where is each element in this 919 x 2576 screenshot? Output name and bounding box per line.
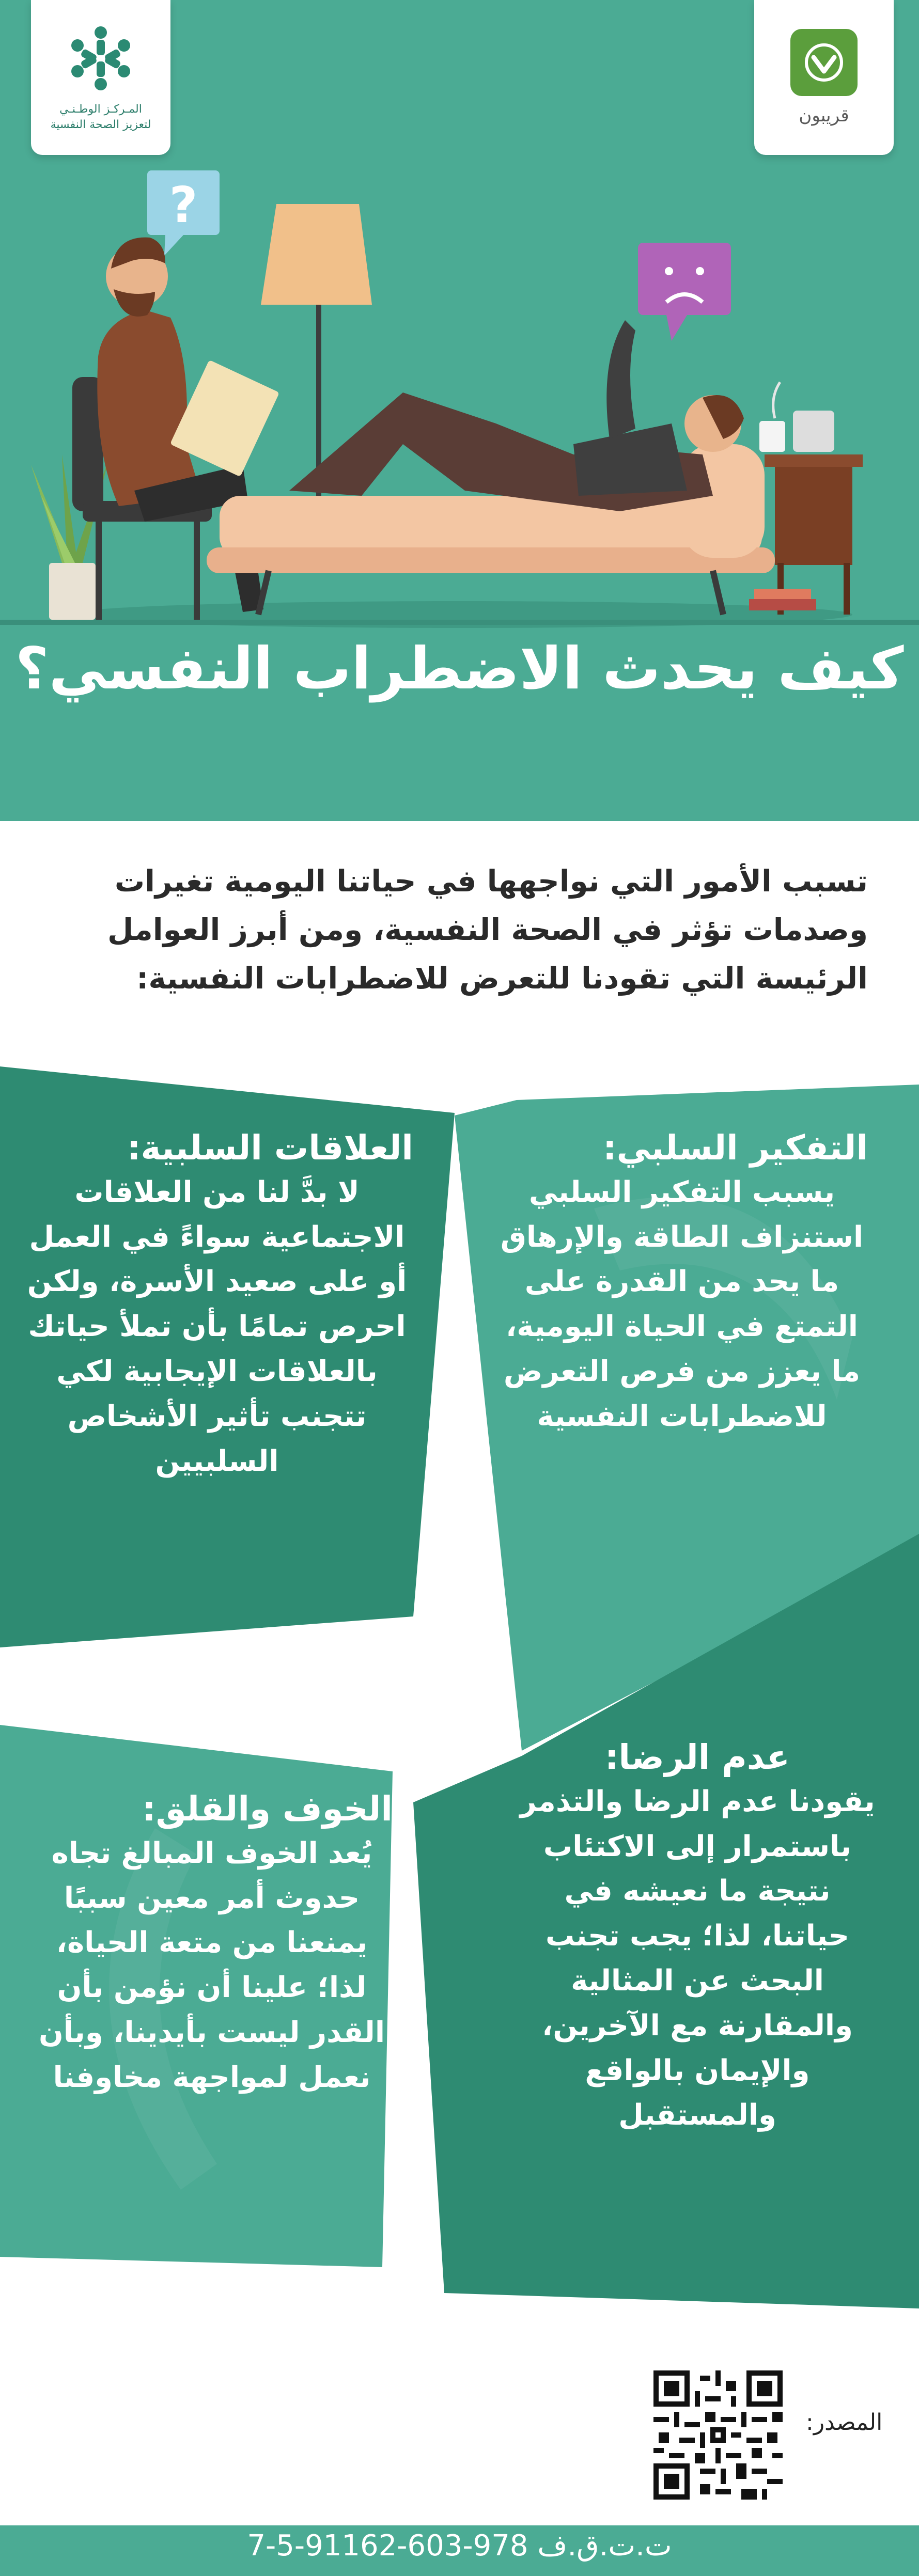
section-negative-relations <box>21 1126 413 1484</box>
source-label: المصدر: <box>806 2409 883 2436</box>
source-qr-code[interactable] <box>653 2370 783 2500</box>
section-body: يُعد الخوف المبالغ تجاه حدوث أمر معين سببًا يمنعنا من متعة الحياة، لذا؛ علينا أن نؤمن بأن القدر ليست بأيدينا، وبأن نعمل لمواجهة مخاوفنا <box>38 1836 385 2094</box>
section-title: العلاقات السلبية: <box>127 1128 413 1168</box>
section-title: التفكير السلبي: <box>603 1128 868 1168</box>
svg-text:?: ? <box>169 177 198 234</box>
section-title: عدم الرضا: <box>605 1737 790 1777</box>
qaribun-emblem-icon <box>790 29 858 96</box>
org-name-line1: المـركـز الوطـنـي <box>59 103 142 116</box>
section-negative-thinking <box>496 1126 868 1439</box>
section-body: يقودنا عدم الرضا والتذمر باستمرار إلى الاكتئاب نتيجة ما نعيشه في حياتنا، لذا؛ يجب تجنب البحث عن المثالية والمقارنة مع الآخرين، والإيمان بالواقع والمستقبل <box>520 1784 875 2132</box>
header-illustration <box>0 0 919 821</box>
section-discontent <box>517 1735 878 2138</box>
section-fear-anxiety <box>31 1787 393 2100</box>
books-icon <box>749 589 816 610</box>
isbn-number: ت.ت.ق.ف 978-603-91162-5-7 <box>247 2529 672 2563</box>
section-title: الخوف والقلق: <box>142 1789 393 1829</box>
section-body: لا بدَّ لنا من العلاقات الاجتماعية سواءً في العمل أو على صعيد الأسرة، ولكن احرص تمامًا بأن تملأ حياتك بالعلاقات الإيجابية لكي تتجنب تأثير الأشخاص السلبيين <box>27 1175 407 1478</box>
section-body: يسبب التفكير السلبي استنزاف الطاقة والإرهاق ما يحد من القدرة على التمتع في الحياة اليومية، ما يعزز من فرص التعرض للاضطرابات النفسية <box>500 1175 864 1433</box>
ncmh-logo <box>31 0 170 155</box>
partner-name: قريبون <box>799 105 849 126</box>
ncmh-emblem-icon <box>65 22 137 95</box>
patient-figure-icon <box>289 320 744 511</box>
intro-paragraph: تسبب الأمور التي نواجهها في حياتنا اليومية تغيرات وصدمات تؤثر في الصحة النفسية، ومن أبرز العوامل الرئيسة التي تقودنا للتعرض للاضطرابات النفسية: <box>107 863 868 996</box>
org-name-line2: لتعزيز الصحة النفسية <box>50 118 151 131</box>
side-table-icon <box>759 382 863 615</box>
page-title: كيف يحدث الاضطراب النفسي؟ <box>15 635 904 702</box>
sad-face-bubble-icon <box>638 243 731 341</box>
qaribun-logo <box>754 0 894 155</box>
org-name <box>51 102 151 132</box>
floor-divider <box>0 620 919 625</box>
